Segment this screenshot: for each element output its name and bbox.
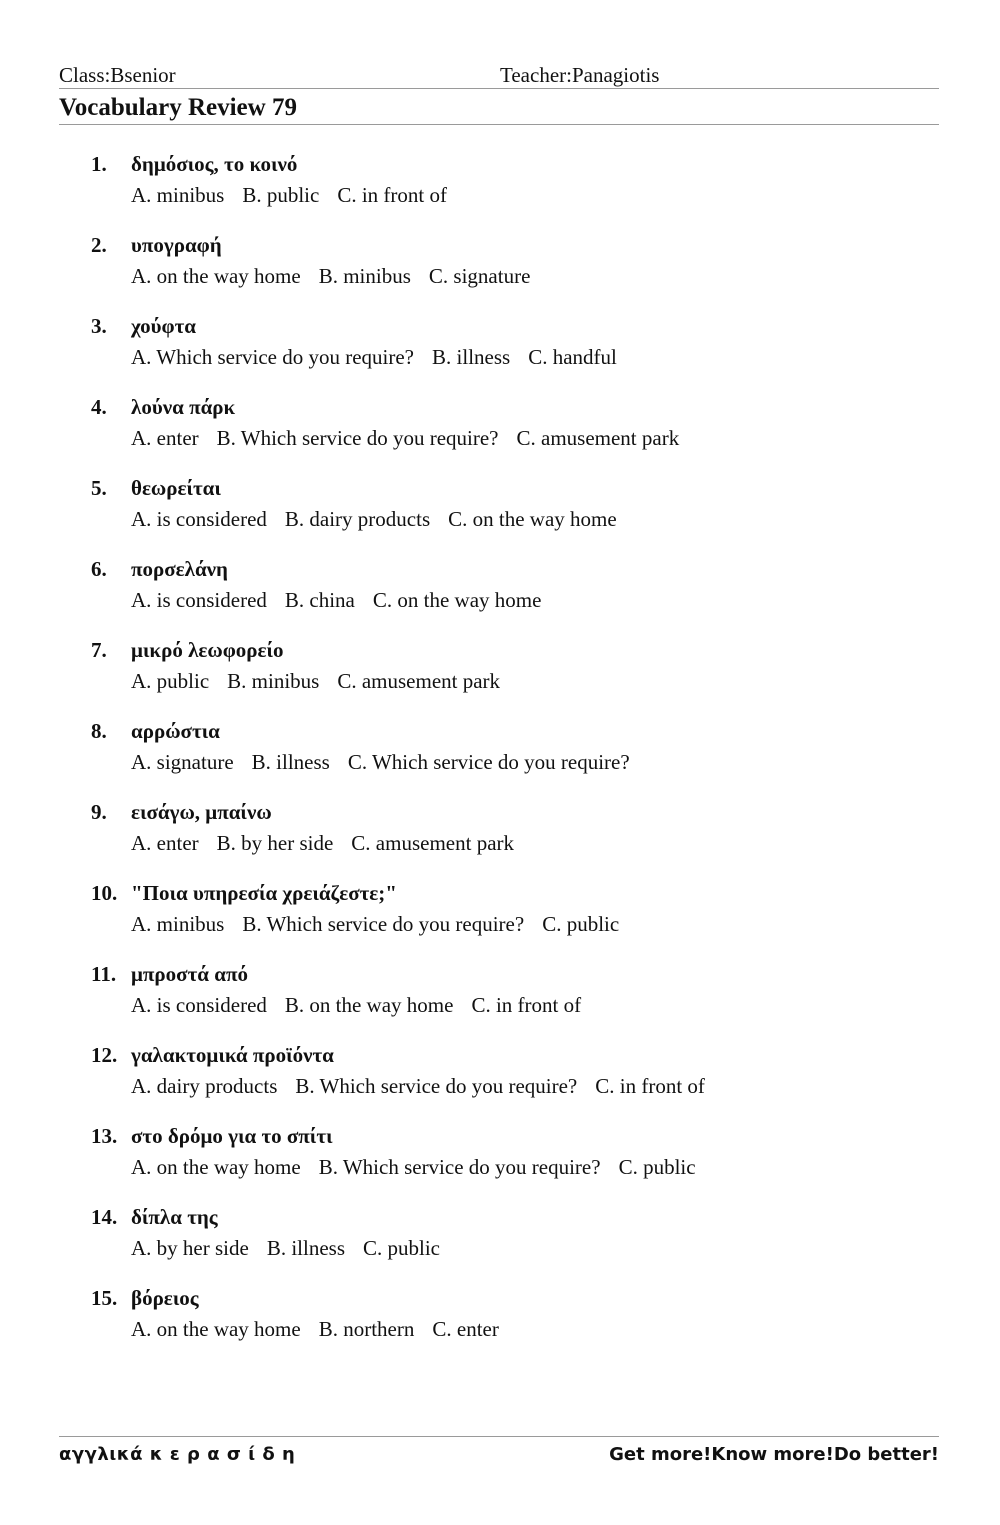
option-a[interactable]: A. enter xyxy=(131,426,199,450)
worksheet-header xyxy=(59,62,939,89)
answer-options xyxy=(131,829,532,857)
question-prompt: εισάγω, μπαίνω xyxy=(131,800,272,824)
question-prompt: πορσελάνη xyxy=(131,557,228,581)
answer-options xyxy=(131,343,635,371)
option-a[interactable]: A. public xyxy=(131,669,210,693)
option-b[interactable]: B. Which service do you require? xyxy=(216,426,499,450)
question-item xyxy=(0,796,1000,877)
option-b[interactable]: B. Which service do you require? xyxy=(295,1074,578,1098)
answer-options xyxy=(131,748,648,776)
question-number: 6. xyxy=(91,557,107,581)
question-prompt: "Ποια υπηρεσία χρειάζεστε;" xyxy=(131,881,397,905)
answer-options xyxy=(131,1153,714,1181)
question-number: 12. xyxy=(91,1043,118,1067)
answer-options xyxy=(131,1072,723,1100)
option-a[interactable]: A. on the way home xyxy=(131,1155,301,1179)
answer-options xyxy=(131,991,599,1019)
option-a[interactable]: A. dairy products xyxy=(131,1074,278,1098)
question-list xyxy=(0,148,1000,1363)
question-item xyxy=(0,1039,1000,1120)
option-a[interactable]: A. on the way home xyxy=(131,1317,301,1341)
option-b[interactable]: B. illness xyxy=(432,345,511,369)
answer-options xyxy=(131,910,637,938)
option-a[interactable]: A. minibus xyxy=(131,912,225,936)
option-c[interactable]: C. amusement park xyxy=(337,669,501,693)
question-prompt: υπογραφή xyxy=(131,233,222,257)
question-prompt: χούφτα xyxy=(131,314,196,338)
question-item xyxy=(0,634,1000,715)
question-item xyxy=(0,310,1000,391)
option-b[interactable]: B. by her side xyxy=(216,831,334,855)
question-number: 11. xyxy=(91,962,117,986)
option-c[interactable]: C. in front of xyxy=(595,1074,705,1098)
option-c[interactable]: C. enter xyxy=(432,1317,499,1341)
option-a[interactable]: A. on the way home xyxy=(131,264,301,288)
answer-options xyxy=(131,1315,517,1343)
option-b[interactable]: B. illness xyxy=(266,1236,345,1260)
question-prompt: δημόσιος, το κοινό xyxy=(131,152,298,176)
answer-options xyxy=(131,505,635,533)
option-a[interactable]: A. by her side xyxy=(131,1236,249,1260)
question-prompt: γαλακτομικά προϊόντα xyxy=(131,1043,334,1067)
question-prompt: δίπλα της xyxy=(131,1205,218,1229)
option-b[interactable]: B. minibus xyxy=(227,669,320,693)
teacher-label: Teacher:Panagiotis xyxy=(500,63,660,87)
option-c[interactable]: C. on the way home xyxy=(448,507,617,531)
footer-brand: αγγλικά κ ε ρ α σ ί δ η xyxy=(59,1444,296,1465)
answer-options xyxy=(131,1234,458,1262)
option-b[interactable]: B. illness xyxy=(251,750,330,774)
worksheet-footer xyxy=(59,1436,939,1469)
question-item xyxy=(0,1201,1000,1282)
option-c[interactable]: C. on the way home xyxy=(372,588,542,612)
option-b[interactable]: B. northern xyxy=(318,1317,415,1341)
option-c[interactable]: C. amusement park xyxy=(351,831,515,855)
question-number: 4. xyxy=(91,395,107,419)
option-c[interactable]: C. public xyxy=(618,1155,696,1179)
question-item xyxy=(0,229,1000,310)
question-item xyxy=(0,1120,1000,1201)
question-item xyxy=(0,715,1000,796)
question-number: 9. xyxy=(91,800,107,824)
option-c[interactable]: C. Which service do you require? xyxy=(347,750,630,774)
question-item xyxy=(0,148,1000,229)
question-item xyxy=(0,1282,1000,1363)
answer-options xyxy=(131,181,465,209)
question-number: 1. xyxy=(91,152,107,176)
option-b[interactable]: B. minibus xyxy=(318,264,411,288)
option-c[interactable]: C. public xyxy=(542,912,620,936)
option-b[interactable]: B. on the way home xyxy=(284,993,454,1017)
question-prompt: μπροστά από xyxy=(131,962,248,986)
option-a[interactable]: A. is considered xyxy=(131,588,267,612)
question-prompt: μικρό λεωφορείο xyxy=(131,638,284,662)
question-number: 13. xyxy=(91,1124,118,1148)
question-prompt: αρρώστια xyxy=(131,719,220,743)
option-c[interactable]: C. handful xyxy=(528,345,617,369)
question-number: 5. xyxy=(91,476,107,500)
answer-options xyxy=(131,424,697,452)
answer-options xyxy=(131,262,548,290)
question-number: 3. xyxy=(91,314,107,338)
option-b[interactable]: B. public xyxy=(242,183,320,207)
page-title: Vocabulary Review 79 xyxy=(59,94,297,121)
option-a[interactable]: A. is considered xyxy=(131,993,267,1017)
answer-options xyxy=(131,667,518,695)
class-label: Class:Bsenior xyxy=(59,63,176,87)
option-b[interactable]: B. china xyxy=(284,588,355,612)
question-item xyxy=(0,391,1000,472)
option-a[interactable]: A. minibus xyxy=(131,183,225,207)
option-c[interactable]: C. public xyxy=(363,1236,440,1260)
question-number: 8. xyxy=(91,719,107,743)
option-a[interactable]: A. enter xyxy=(131,831,199,855)
option-b[interactable]: B. dairy products xyxy=(284,507,431,531)
question-item xyxy=(0,958,1000,1039)
question-prompt: λούνα πάρκ xyxy=(131,395,236,419)
question-number: 14. xyxy=(91,1205,118,1229)
question-number: 10. xyxy=(91,881,118,905)
option-c[interactable]: C. signature xyxy=(428,264,531,288)
question-number: 15. xyxy=(91,1286,118,1310)
option-a[interactable]: A. signature xyxy=(131,750,234,774)
question-number: 2. xyxy=(91,233,107,257)
footer-slogan: Get more!Know more!Do better! xyxy=(609,1444,939,1465)
question-item xyxy=(0,553,1000,634)
question-item xyxy=(0,877,1000,958)
option-c[interactable]: C. in front of xyxy=(471,993,582,1017)
option-b[interactable]: B. Which service do you require? xyxy=(318,1155,601,1179)
answer-options xyxy=(131,586,559,614)
option-c[interactable]: C. in front of xyxy=(337,183,447,207)
option-a[interactable]: A. is considered xyxy=(131,507,267,531)
title-bar xyxy=(59,92,939,125)
question-item xyxy=(0,472,1000,553)
question-number: 7. xyxy=(91,638,107,662)
question-prompt: στο δρόμο για το σπίτι xyxy=(131,1124,333,1148)
option-c[interactable]: C. amusement park xyxy=(516,426,680,450)
question-prompt: θεωρείται xyxy=(131,476,221,500)
option-a[interactable]: A. Which service do you require? xyxy=(131,345,415,369)
question-prompt: βόρειος xyxy=(131,1286,199,1310)
option-b[interactable]: B. Which service do you require? xyxy=(242,912,525,936)
